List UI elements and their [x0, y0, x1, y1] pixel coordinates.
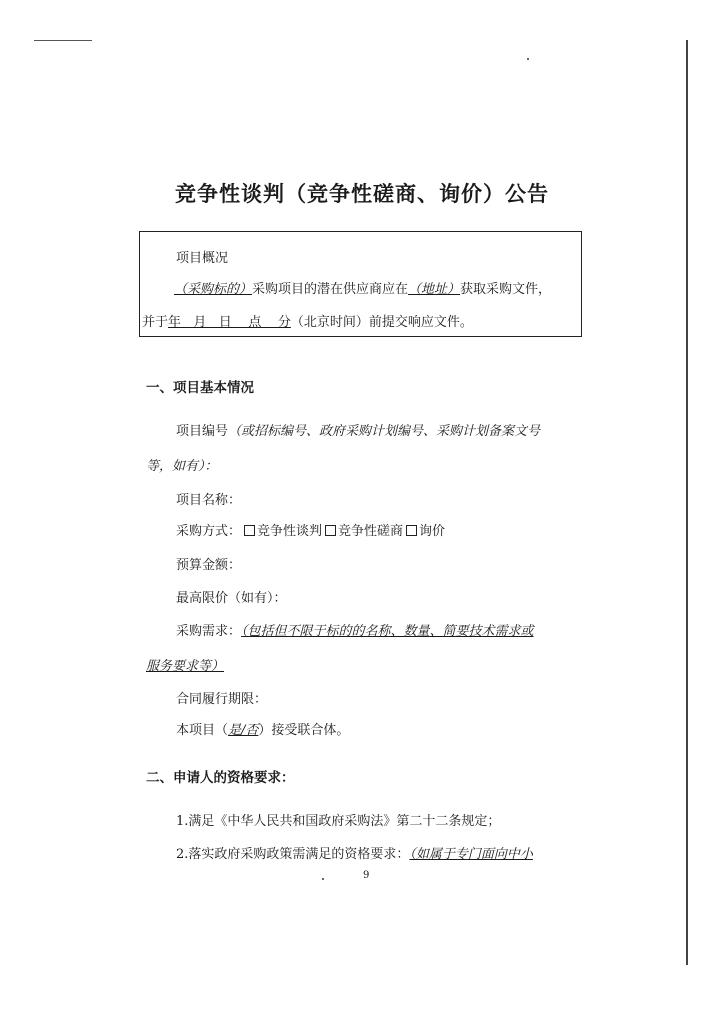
scan-speck	[527, 58, 529, 60]
overview-line-2: 并于年 月 日 点 分（北京时间）前提交响应文件。	[142, 311, 473, 330]
demand-note-cont: 服务要求等）	[146, 659, 225, 674]
section-2-heading: 二、申请人的资格要求：	[146, 770, 295, 786]
budget-label: 预算金额：	[176, 558, 242, 573]
qualification-item-2-note: （如属于专门面向中小	[409, 847, 533, 862]
qualification-item-1: 1.满足《中华人民共和国政府采购法》第二十二条规定；	[176, 814, 501, 829]
address-placeholder: （地址）	[408, 282, 461, 297]
deadline-blanks: 年 月 日 点 分	[168, 315, 291, 330]
scan-line	[34, 40, 92, 41]
project-name-label: 项目名称：	[176, 493, 242, 508]
section-1-heading: 一、项目基本情况	[146, 380, 254, 396]
checkbox-negotiation	[244, 525, 255, 536]
checkbox-consultation	[325, 525, 336, 536]
demand-note: （包括但不限于标的的名称、数量、简要技术需求或	[241, 624, 534, 639]
consortium-choice: 是/否	[228, 723, 259, 738]
consortium-line: 本项目（是/否）接受联合体。	[176, 723, 350, 738]
checkbox-inquiry	[406, 525, 417, 536]
scan-speck	[322, 878, 324, 880]
procurement-method-line: 采购方式： 竞争性谈判 竞争性磋商 询价	[176, 524, 446, 539]
contract-period-label: 合同履行期限：	[176, 692, 268, 707]
overview-heading: 项目概况	[176, 251, 229, 266]
page-title: 竞争性谈判（竞争性磋商、询价）公告	[175, 182, 549, 206]
procurement-target: （采购标的）	[174, 282, 253, 297]
page-number: 9	[363, 870, 370, 881]
demand-line: 采购需求：（包括但不限于标的的名称、数量、简要技术需求或	[176, 624, 534, 639]
project-number-note-cont: 等，如有）：	[146, 459, 218, 474]
overview-line-1: （采购标的）采购项目的潜在供应商应在（地址）获取采购文件，	[174, 282, 552, 297]
project-number-line: 项目编号（或招标编号、政府采购计划编号、采购计划备案文号	[176, 424, 541, 439]
project-number-note: （或招标编号、政府采购计划编号、采购计划备案文号	[228, 424, 541, 439]
qualification-item-2: 2.落实政府采购政策需满足的资格要求：（如属于专门面向中小	[176, 847, 533, 862]
max-price-label: 最高限价（如有）：	[176, 591, 287, 606]
